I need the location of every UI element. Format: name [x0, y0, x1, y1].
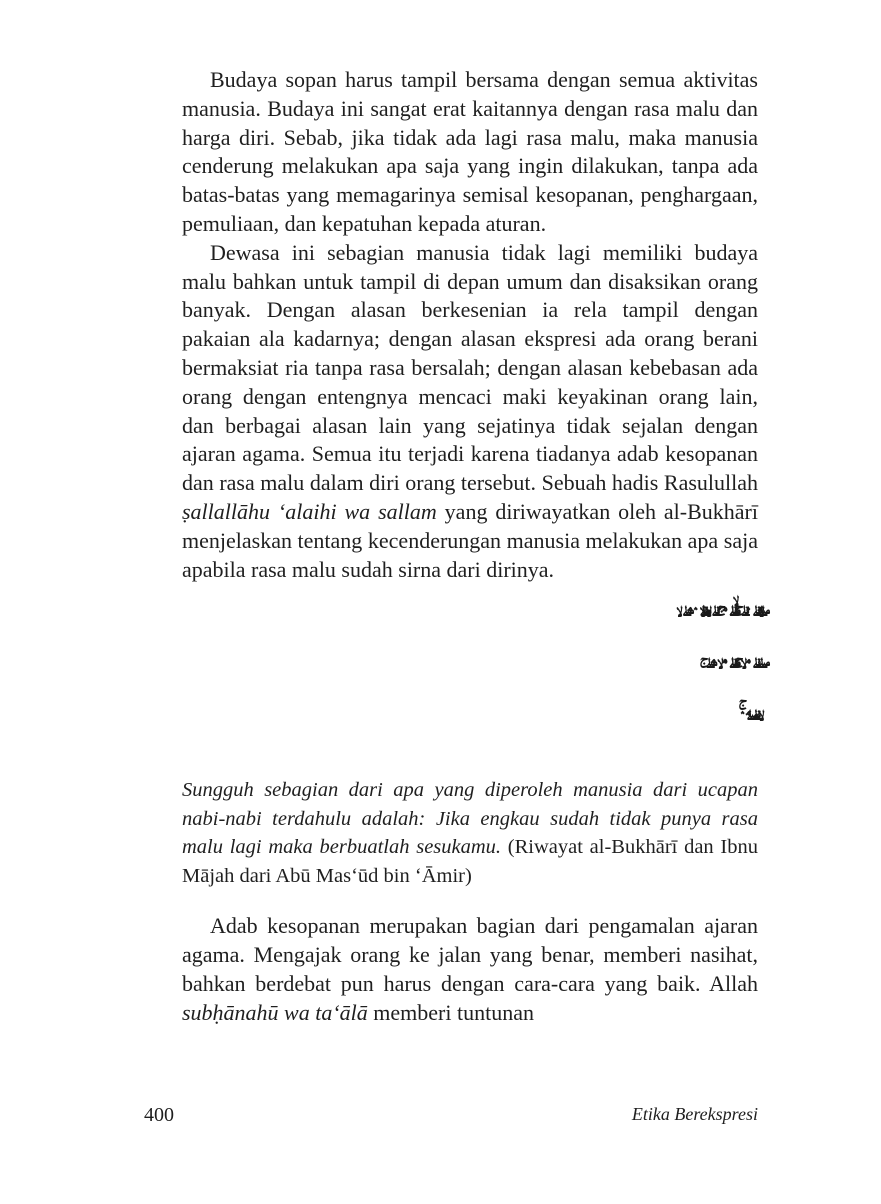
arabic-line: ۙ ۗ ۘۖ ۛۚ	[740, 710, 758, 746]
page-body	[182, 66, 758, 1028]
paragraph-adab-kesopanan	[182, 912, 758, 1027]
hadith-translation	[182, 776, 758, 890]
honorific-salawat: ṣallallāhu ‘alaihi wa sallam	[182, 498, 437, 524]
paragraph-text: memberi tuntunan	[367, 999, 534, 1025]
translation-text: Sungguh sebagian dari apa yang diperoleh manusia dari ucapan nabi-nabi terdahulu adalah: Jika engkau sudah tidak punya rasa malu lagi maka berbuatlah sesukamu.	[182, 779, 758, 859]
arabic-line: ۖ ۗ ۘ ۙ ۚۛ ۗۖ ۘۛ ۙ ۘ ۖ ۚ	[699, 658, 758, 694]
paragraph-dewasa-ini	[182, 239, 758, 585]
arabic-line: ۙۖۙۘ ۗ ۛ ۗ ۚۛۙ ۗۖ ۘ ۚۛ ۗ ۙ ۗۖۙ ۛ ۘ ۖ ۙ	[676, 606, 758, 642]
page-footer	[144, 1104, 758, 1127]
paragraph-text: Adab kesopanan merupakan bagian dari pengamalan ajaran agama. Mengajak orang ke jalan yang benar, memberi nasihat, bahkan berdebat pun harus dengan cara-cara yang baik. Allah	[182, 913, 758, 996]
paragraph-text: yang diriwayatkan oleh al-Bukhārī menjelaskan tentang kecenderungan manusia melakukan apa saja apabila rasa malu sudah sirna dari dirinya.	[182, 498, 758, 582]
hadith-source: (Riwayat al-Bukhārī dan Ibnu Mājah dari Abū Mas‘ūd bin ‘Āmir)	[182, 836, 758, 887]
paragraph-budaya-sopan: Budaya sopan harus tampil bersama dengan semua aktivitas manusia. Budaya ini sangat erat kaitannya dengan rasa malu dan harga diri. Sebab, jika tidak ada lagi rasa malu, maka manusia cenderung melakukan apa saja yang ingin dilakukan, tanpa ada batas-batas yang memagarinya semisal kesopanan, penghargaan, pemuliaan, dan kepatuhan kepada aturan.	[182, 67, 758, 236]
paragraph-text: Dewasa ini sebagian manusia tidak lagi memiliki budaya malu bahkan untuk tampil di depan umum dan disaksikan orang banyak. Dengan alasan berkesenian ia rela tampil dengan pakaian ala kadarnya; dengan alasan ekspresi ada orang berani bermaksiat ria tanpa rasa bersalah; dengan alasan kebebasan ada orang dengan entengnya mencaci maki keyakinan orang lain, dan berbagai alasan lain yang sejatinya tidak sejalan dengan ajaran agama. Semua itu terjadi karena tiadanya adab kesopanan dan rasa malu dalam diri orang tersebut. Sebuah hadis Rasulullah	[182, 239, 758, 496]
running-title: Etika Berekspresi	[631, 1104, 758, 1124]
arabic-hadith-text	[181, 598, 758, 754]
honorific-subhanahu: subḥānahū wa ta‘ālā	[182, 999, 368, 1025]
page-number: 400	[144, 1104, 174, 1126]
